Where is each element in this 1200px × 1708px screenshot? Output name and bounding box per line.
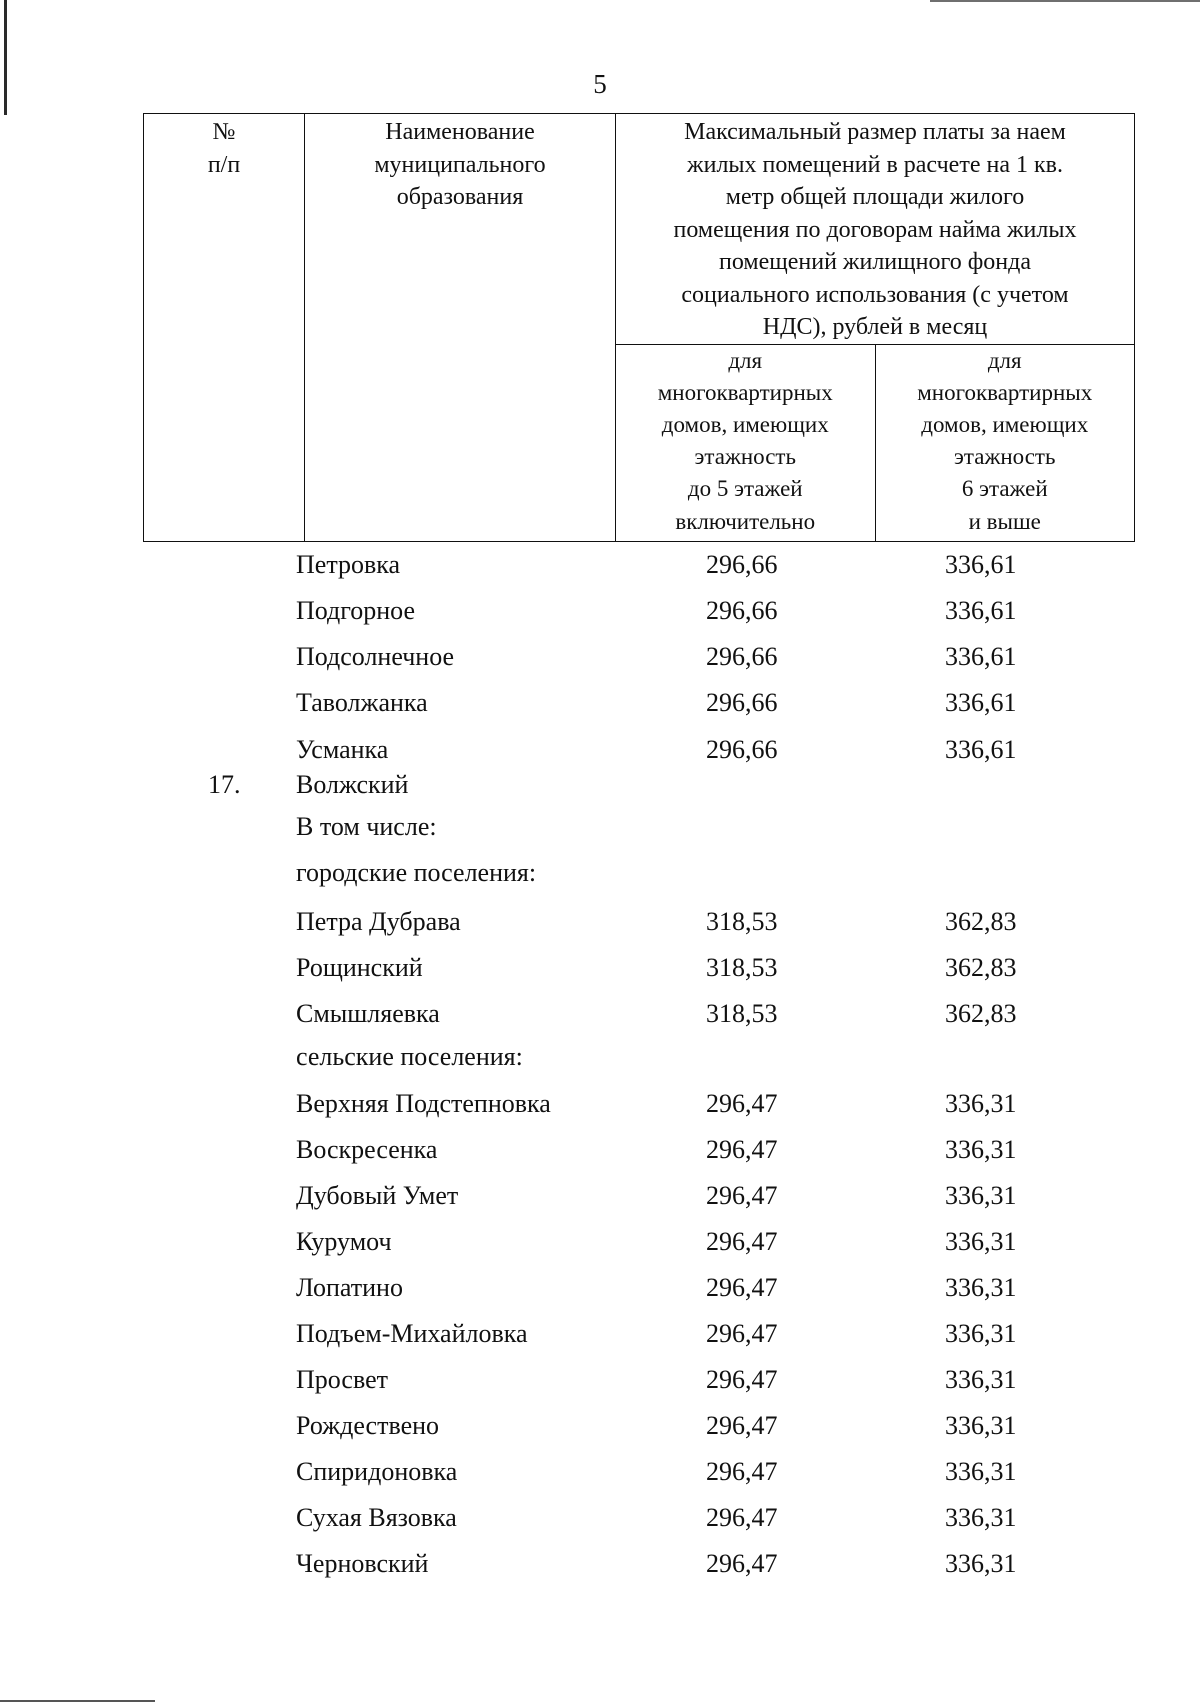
table-row <box>0 594 1200 628</box>
header-col-fee <box>616 114 1135 345</box>
row-name: Волжский <box>296 770 409 799</box>
header-line: этажность <box>694 444 796 470</box>
header-col-number-text <box>144 114 304 181</box>
header-line: домов, имеющих <box>921 411 1089 437</box>
header-line: 6 этажей <box>961 476 1048 502</box>
row-value-low: 296,47 <box>706 1089 778 1118</box>
table-row <box>0 733 1200 767</box>
table-header <box>143 113 1135 542</box>
table-row <box>0 1133 1200 1167</box>
table-row <box>0 1271 1200 1305</box>
row-value-high: 336,31 <box>945 1319 1017 1348</box>
header-line: жилых помещений в расчете на 1 кв. <box>687 151 1063 178</box>
table-row <box>0 856 1200 890</box>
row-name: Верхняя Подстепновка <box>296 1089 551 1118</box>
table-row <box>0 905 1200 939</box>
row-name: Лопатино <box>296 1273 403 1302</box>
row-value-low: 296,66 <box>706 735 778 764</box>
header-line: до 5 этажей <box>687 476 803 502</box>
row-value-low: 318,53 <box>706 999 778 1028</box>
row-name: Подсолнечное <box>296 642 455 671</box>
scan-edge-top <box>930 0 1200 2</box>
row-value-high: 336,31 <box>945 1273 1017 1302</box>
row-value-high: 336,31 <box>945 1365 1017 1394</box>
scan-edge-bottom <box>0 1700 155 1702</box>
row-name: Подгорное <box>296 596 416 625</box>
row-name: Дубовый Умет <box>296 1181 459 1210</box>
header-line: многоквартирных <box>917 379 1093 405</box>
row-name: Петровка <box>296 550 401 579</box>
header-col-name <box>305 114 616 542</box>
row-value-high: 336,31 <box>945 1135 1017 1164</box>
table-row <box>0 1179 1200 1213</box>
row-name: Рощинский <box>296 953 423 982</box>
table-row <box>0 1317 1200 1351</box>
table-row <box>0 640 1200 674</box>
header-line: для <box>987 347 1022 373</box>
table-row <box>0 810 1200 844</box>
header-subcol-low-text <box>616 345 875 538</box>
header-subcol-high-text <box>876 345 1135 538</box>
row-name: Петра Дубрава <box>296 907 461 936</box>
table-row <box>0 1225 1200 1259</box>
page-number: 5 <box>593 69 607 99</box>
table-row <box>0 1455 1200 1489</box>
row-name: Черновский <box>296 1549 429 1578</box>
row-value-low: 296,47 <box>706 1503 778 1532</box>
row-name: Спиридоновка <box>296 1457 458 1486</box>
table-row <box>0 1087 1200 1121</box>
row-value-high: 336,61 <box>945 550 1017 579</box>
row-value-low: 296,47 <box>706 1273 778 1302</box>
header-col-name-text <box>305 114 615 214</box>
table-row <box>0 548 1200 582</box>
row-name: Подъем-Михайловка <box>296 1319 528 1348</box>
row-value-low: 296,47 <box>706 1135 778 1164</box>
row-value-low: 296,47 <box>706 1411 778 1440</box>
row-name: Просвет <box>296 1365 388 1394</box>
row-name: Таволжанка <box>296 688 428 717</box>
row-value-low: 296,47 <box>706 1365 778 1394</box>
header-line: п/п <box>207 151 241 178</box>
row-value-high: 336,31 <box>945 1089 1017 1118</box>
header-line: образования <box>396 184 524 210</box>
table-row <box>0 1409 1200 1443</box>
row-name: Курумоч <box>296 1227 392 1256</box>
row-value-high: 336,61 <box>945 688 1017 717</box>
table-row <box>0 1501 1200 1535</box>
header-line: НДС), рублей в месяц <box>762 314 988 340</box>
table-row <box>0 768 1200 802</box>
row-value-high: 336,31 <box>945 1549 1017 1578</box>
table-row <box>0 1547 1200 1581</box>
row-value-high: 336,61 <box>945 735 1017 764</box>
row-name: Усманка <box>296 735 389 764</box>
row-value-low: 296,66 <box>706 550 778 579</box>
row-value-low: 296,47 <box>706 1181 778 1210</box>
header-line: включительно <box>675 508 816 534</box>
header-line: помещений жилищного фонда <box>719 249 1031 275</box>
header-line: этажность <box>954 444 1056 470</box>
table-row <box>0 686 1200 720</box>
header-line: Наименование <box>385 119 535 145</box>
header-line: муниципального <box>374 151 546 178</box>
row-value-low: 296,47 <box>706 1319 778 1348</box>
row-value-low: 318,53 <box>706 907 778 936</box>
row-value-high: 336,31 <box>945 1457 1017 1486</box>
header-subcol-high <box>875 344 1135 541</box>
row-value-low: 296,47 <box>706 1227 778 1256</box>
header-col-number <box>144 114 305 542</box>
row-value-high: 336,31 <box>945 1181 1017 1210</box>
row-name: городские поселения: <box>296 858 537 887</box>
row-name: Смышляевка <box>296 999 440 1028</box>
row-value-high: 362,83 <box>945 907 1017 936</box>
row-name: Рождествено <box>296 1411 440 1440</box>
row-value-low: 296,66 <box>706 596 778 625</box>
row-name: сельские поселения: <box>296 1042 523 1071</box>
row-value-low: 296,47 <box>706 1549 778 1578</box>
row-value-low: 296,66 <box>706 642 778 671</box>
table-row <box>0 951 1200 985</box>
row-value-high: 336,31 <box>945 1411 1017 1440</box>
header-line: и выше <box>968 508 1041 534</box>
row-name: Сухая Вязовка <box>296 1503 457 1532</box>
row-value-high: 336,61 <box>945 596 1017 625</box>
header-col-fee-text <box>616 114 1134 344</box>
row-name: Воскресенка <box>296 1135 438 1164</box>
header-line: социального использования (с учетом <box>681 281 1069 308</box>
row-value-low: 318,53 <box>706 953 778 982</box>
header-line: помещения по договорам найма жилых <box>673 216 1077 243</box>
header-line: № <box>212 119 236 145</box>
header-line: метр общей площади жилого <box>725 184 1025 210</box>
row-number: 17. <box>208 770 241 799</box>
row-value-high: 336,31 <box>945 1503 1017 1532</box>
table-row <box>0 1040 1200 1074</box>
header-line: домов, имеющих <box>661 411 829 437</box>
header-line: для <box>728 347 763 373</box>
table-row <box>0 997 1200 1031</box>
row-value-high: 336,31 <box>945 1227 1017 1256</box>
row-name: В том числе: <box>296 812 437 841</box>
row-value-high: 336,61 <box>945 642 1017 671</box>
header-line: многоквартирных <box>657 379 833 405</box>
row-value-low: 296,66 <box>706 688 778 717</box>
row-value-high: 362,83 <box>945 953 1017 982</box>
row-value-high: 362,83 <box>945 999 1017 1028</box>
table-row <box>0 1363 1200 1397</box>
header-subcol-low <box>616 344 876 541</box>
row-value-low: 296,47 <box>706 1457 778 1486</box>
header-line: Максимальный размер платы за наем <box>684 119 1066 145</box>
